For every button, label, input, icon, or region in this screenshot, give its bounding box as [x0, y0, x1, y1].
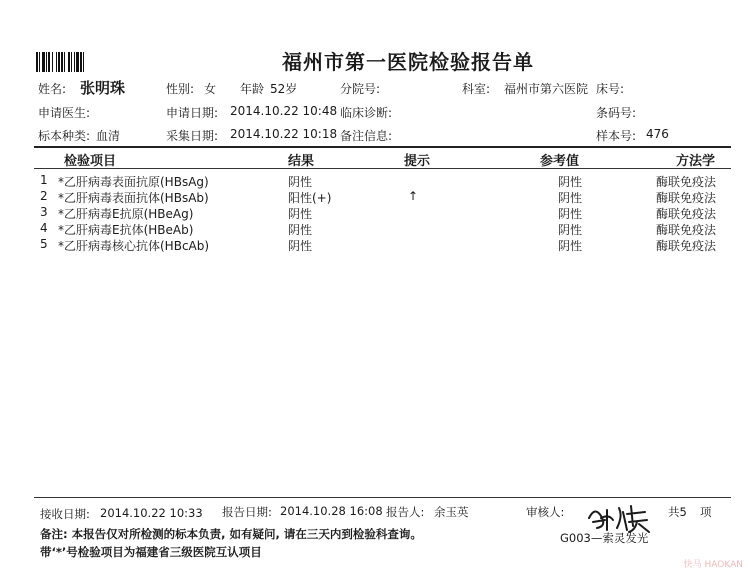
patient-age: 52岁	[270, 82, 298, 96]
age-label: 年龄	[240, 82, 265, 96]
device-code: G003—索灵发光	[560, 531, 649, 545]
note-label: 备注信息:	[340, 129, 393, 143]
header-result: 结果	[288, 154, 315, 169]
dept-label: 科室:	[462, 82, 491, 96]
report-date-label: 报告日期:	[222, 505, 272, 519]
name-label: 姓名:	[38, 82, 67, 96]
table-row	[0, 221, 749, 237]
row-number: 3	[40, 205, 48, 219]
row-result: 阴性	[288, 207, 313, 221]
sample-type: 血清	[96, 129, 121, 143]
row-ref: 阴性	[558, 175, 583, 189]
sample-type-label: 标本种类:	[38, 129, 91, 143]
footer-note-1: 备注: 本报告仅对所检测的标本负责, 如有疑问, 请在三天内到检验科查询。	[40, 527, 422, 541]
diagnosis-label: 临床诊断:	[340, 106, 393, 120]
report-date: 2014.10.28 16:08	[280, 504, 383, 518]
row-number: 2	[40, 189, 48, 203]
request-date: 2014.10.22 10:48	[230, 104, 338, 118]
table-row	[0, 237, 749, 253]
row-result: 阴性	[288, 223, 313, 237]
row-item: *乙肝病毒E抗原(HBeAg)	[58, 207, 194, 221]
patient-name: 张明珠	[80, 79, 126, 97]
row-ref: 阴性	[558, 223, 583, 237]
received-label: 接收日期:	[40, 507, 90, 521]
total-prefix: 共5	[668, 505, 687, 519]
row-result: 阴性	[288, 239, 313, 253]
report-title: 福州市第一医院检验报告单	[282, 50, 534, 74]
row-method: 酶联免疫法	[656, 175, 717, 189]
barcode-image	[36, 52, 102, 72]
reporter-label: 报告人:	[386, 505, 425, 519]
barcode-label: 条码号:	[596, 106, 637, 120]
collect-date-label: 采集日期:	[166, 129, 219, 143]
row-method: 酶联免疫法	[656, 239, 717, 253]
table-top-rule	[34, 146, 731, 148]
row-result: 阴性	[288, 175, 313, 189]
watermark: 快马 HAOKAN	[683, 560, 743, 570]
sex-label: 性别:	[166, 82, 195, 96]
row-ref: 阴性	[558, 239, 583, 253]
row-item: *乙肝病毒表面抗原(HBsAg)	[58, 175, 209, 189]
header-hint: 提示	[404, 154, 431, 169]
footer-note-2: 带‘*’号检验项目为福建省三级医院互认项目	[40, 545, 262, 559]
header-item: 检验项目	[64, 154, 117, 169]
bed-label: 床号:	[596, 82, 625, 96]
header-method: 方法学	[676, 154, 716, 169]
doctor-label: 申请医生:	[38, 106, 91, 120]
row-item: *乙肝病毒核心抗体(HBcAb)	[58, 239, 210, 253]
received-date: 2014.10.22 10:33	[100, 506, 203, 520]
row-number: 4	[40, 221, 48, 235]
sample-no: 476	[646, 127, 669, 141]
row-number: 5	[40, 237, 48, 251]
reporter-name: 余玉英	[434, 505, 469, 519]
sample-no-label: 样本号:	[596, 129, 637, 143]
footer-rule	[34, 497, 731, 498]
reviewer-label: 审核人:	[526, 505, 565, 519]
table-row	[0, 189, 749, 205]
row-number: 1	[40, 173, 48, 187]
row-result: 阳性(+)	[288, 191, 332, 205]
total-suffix: 项	[700, 505, 712, 519]
row-item: *乙肝病毒表面抗体(HBsAb)	[58, 191, 209, 205]
request-date-label: 申请日期:	[166, 106, 219, 120]
dept-value: 福州市第六医院	[504, 82, 589, 96]
header-ref: 参考值	[540, 154, 580, 169]
row-method: 酶联免疫法	[656, 191, 717, 205]
patient-sex: 女	[204, 82, 217, 96]
reviewer-signature	[583, 500, 653, 534]
ward-label: 分院号:	[340, 82, 381, 96]
row-method: 酶联免疫法	[656, 207, 717, 221]
row-ref: 阴性	[558, 191, 583, 205]
row-method: 酶联免疫法	[656, 223, 717, 237]
row-hint: ↑	[408, 189, 419, 203]
row-item: *乙肝病毒E抗体(HBeAb)	[58, 223, 194, 237]
table-row	[0, 205, 749, 221]
row-ref: 阴性	[558, 207, 583, 221]
collect-date: 2014.10.22 10:18	[230, 127, 338, 141]
table-header-rule	[34, 168, 731, 169]
table-row	[0, 173, 749, 189]
